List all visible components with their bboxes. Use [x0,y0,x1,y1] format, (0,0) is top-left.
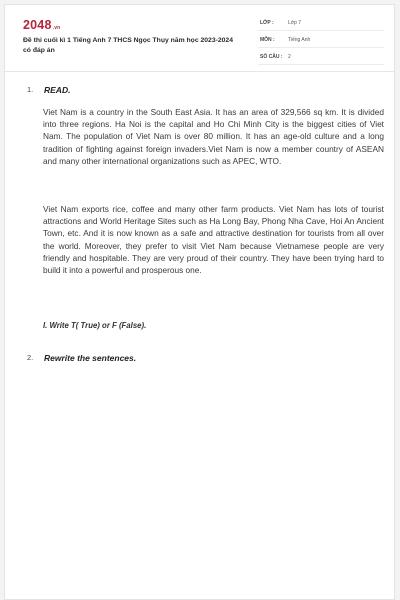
reading-paragraph-2: Viet Nam exports rice, coffee and many other farm products. Viet Nam has lots of tourist attractions and World Heritage Sites such as Ha Long Bay, Phong Nha Cave, Hoi An Ancient Town, etc. And it is now known as a safe and attractive destination for tourists from all over the world. Moreover, they prefer to visit Viet Nam because Vietnamese people are very friendly and hospitable. They are very proud of their country. They have been trying hard to build it into a powerful and prosperous one. [43,204,384,276]
meta-value: Tiếng Anh [288,37,311,43]
page-header [5,5,394,72]
exam-meta [258,17,384,68]
reading-paragraph-1: Viet Nam is a country in the South East Asia. It has an area of 329,566 sq km. It is divided into three regions. Ha Noi is the capital and Ho Chi Minh City is the biggest cities of Viet Nam. The population of Viet Nam is over 80 million. It has an age-old culture and a long tradition of fighting against foreign invaders.Viet Nam is now a member country of ASEAN and many other international organizations such as APEC, WTO. [43,107,384,166]
meta-row-question-count [258,51,384,65]
meta-value: Lớp 7 [288,20,302,26]
meta-label: SỐ CÂU : [260,54,283,60]
logo-suffix: .vn [52,25,61,31]
exam-page [4,4,395,600]
meta-label: MÔN : [260,37,275,43]
logo-text: 2048 [23,18,52,32]
question-number: 1. [27,85,34,94]
meta-value: 2 [288,54,291,60]
task-instruction: I. Write T( True) or F (False). [43,321,147,330]
site-logo[interactable] [23,18,60,32]
question-title: Rewrite the sentences. [44,353,137,363]
question-title: READ. [44,85,71,95]
meta-row-subject [258,34,384,48]
meta-label: LỚP : [260,20,274,26]
question-number: 2. [27,353,34,362]
meta-row-class [258,17,384,31]
document-title: Đề thi cuối kì 1 Tiếng Anh 7 THCS Ngọc Thụy năm học 2023-2024 có đáp án [23,37,233,54]
